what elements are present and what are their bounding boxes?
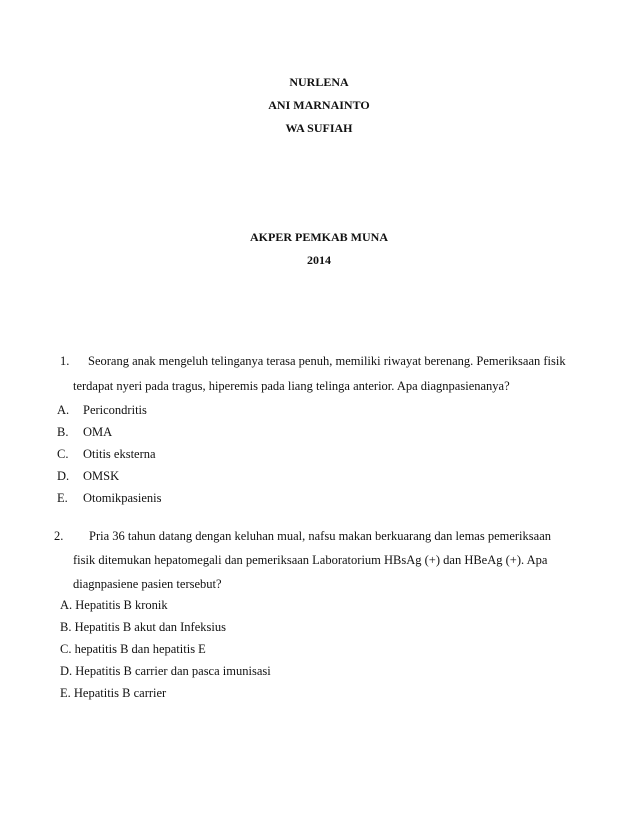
option-letter: A.	[57, 403, 70, 417]
question-2-text-line-1: Pria 36 tahun datang dengan keluhan mual, nafsu makan berkuarang dan lemas pemeriksaan	[89, 529, 551, 543]
question-2-option-c: C. hepatitis B dan hepatitis E	[60, 642, 206, 656]
question-1-text-line-2: terdapat nyeri pada tragus, hiperemis pada liang telinga anterior. Apa diagnpasienanya?	[73, 379, 510, 393]
institution-name: AKPER PEMKAB MUNA	[250, 230, 388, 244]
question-2-text-line-2: fisik ditemukan hepatomegali dan pemeriksaan Laboratorium HBsAg (+) dan HBeAg (+). Apa	[73, 553, 548, 567]
option-text: Pericondritis	[83, 403, 147, 417]
question-1-text-line-1: Seorang anak mengeluh telinganya terasa penuh, memiliki riwayat berenang. Pemeriksaan fisik	[88, 354, 566, 368]
option-text: Otomikpasienis	[83, 491, 162, 505]
option-text: OMSK	[83, 469, 120, 483]
option-letter: B.	[57, 425, 69, 439]
option-text: OMA	[83, 425, 113, 439]
option-letter: D.	[57, 469, 70, 483]
author-name-2: ANI MARNAINTO	[268, 98, 370, 112]
question-2-option-d: D. Hepatitis B carrier dan pasca imunisasi	[60, 664, 271, 678]
option-letter: E.	[57, 491, 68, 505]
question-2-number: 2.	[54, 529, 64, 543]
question-2-option-e: E. Hepatitis B carrier	[60, 686, 167, 700]
question-2-option-a: A. Hepatitis B kronik	[60, 598, 168, 612]
author-name-1: NURLENA	[289, 75, 349, 89]
year: 2014	[307, 253, 331, 267]
question-1-number: 1.	[60, 354, 70, 368]
option-letter: C.	[57, 447, 69, 461]
question-2-option-b: B. Hepatitis B akut dan Infeksius	[60, 620, 226, 634]
option-text: Otitis eksterna	[83, 447, 156, 461]
author-name-3: WA SUFIAH	[285, 121, 353, 135]
question-2-text-line-3: diagnpasiene pasien tersebut?	[73, 577, 222, 591]
